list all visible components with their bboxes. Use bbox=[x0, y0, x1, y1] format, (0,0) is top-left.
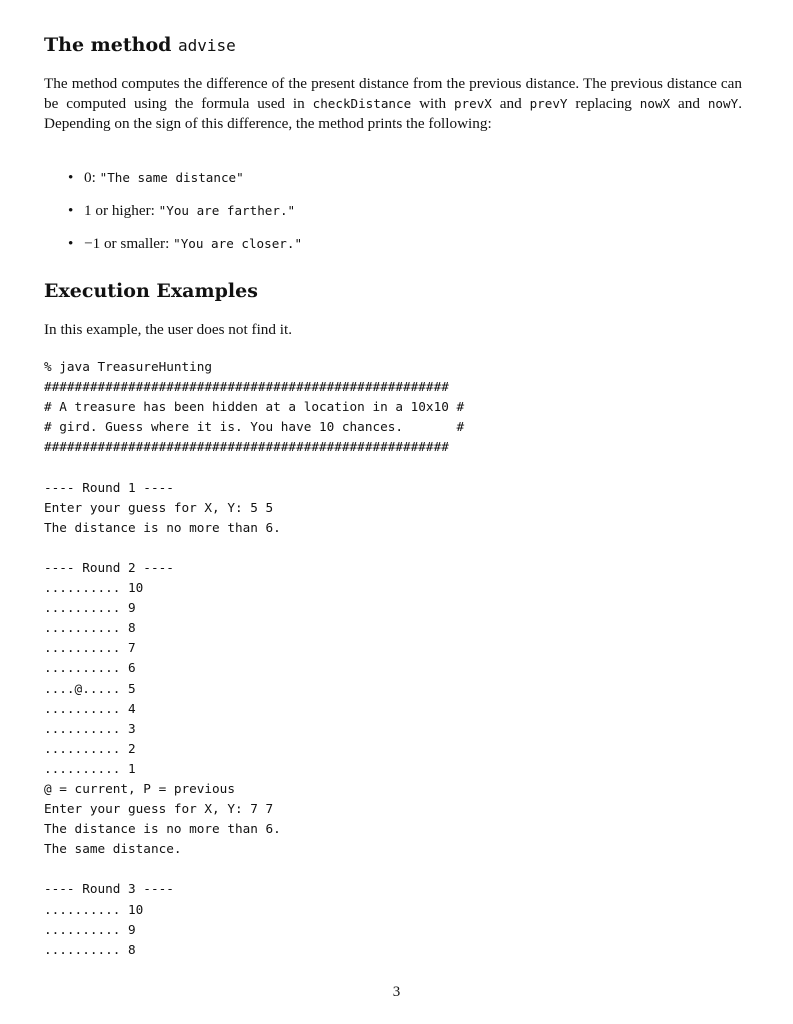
terminal-line: ---- Round 3 ---- bbox=[44, 881, 174, 897]
inline-code: nowY bbox=[707, 96, 739, 112]
bullet-message: "The same distance" bbox=[99, 170, 244, 185]
advise-output-list bbox=[68, 168, 302, 267]
bullet-message: "You are closer." bbox=[173, 236, 303, 251]
section-title-examples: Execution Examples bbox=[44, 280, 258, 302]
terminal-line: ##################################################### bbox=[44, 379, 449, 395]
terminal-line: .......... 2 bbox=[44, 740, 136, 756]
terminal-line: @ = current, P = previous bbox=[44, 780, 235, 796]
inline-code: nowX bbox=[639, 96, 671, 112]
terminal-line: .......... 9 bbox=[44, 921, 136, 937]
terminal-line: .......... 8 bbox=[44, 620, 136, 636]
terminal-line: .......... 7 bbox=[44, 640, 136, 656]
terminal-line: .......... 9 bbox=[44, 600, 136, 616]
terminal-line: .......... 1 bbox=[44, 760, 136, 776]
bullet-dot-icon: • bbox=[68, 235, 74, 252]
examples-intro: In this example, the user does not find it. bbox=[44, 321, 293, 338]
terminal-line: # gird. Guess where it is. You have 10 chances. # bbox=[44, 419, 465, 435]
terminal-line: ##################################################### bbox=[44, 439, 449, 455]
terminal-line: # A treasure has been hidden at a location in a 10x10 # bbox=[44, 399, 465, 415]
page-number: 3 bbox=[392, 984, 401, 1000]
terminal-line: % java TreasureHunting bbox=[44, 359, 213, 374]
terminal-line: .......... 4 bbox=[44, 700, 136, 716]
terminal-line: The same distance. bbox=[44, 841, 182, 857]
terminal-line: ---- Round 1 ---- bbox=[44, 479, 174, 495]
bullet-condition: 0: bbox=[84, 169, 100, 186]
terminal-line: Enter your guess for X, Y: 7 7 bbox=[44, 801, 274, 817]
paragraph-text: and bbox=[491, 95, 530, 113]
bullet-condition: −1 or smaller: bbox=[84, 235, 174, 252]
paragraph-text: and bbox=[670, 95, 708, 113]
terminal-line: ....@..... 5 bbox=[44, 680, 136, 696]
bullet-dot-icon: • bbox=[68, 169, 74, 186]
terminal-line: .......... 3 bbox=[44, 720, 136, 736]
paragraph-text: with bbox=[411, 95, 454, 113]
section-title-advise bbox=[44, 34, 236, 56]
terminal-line: Enter your guess for X, Y: 5 5 bbox=[44, 499, 274, 515]
section-title-code: advise bbox=[178, 36, 236, 55]
terminal-line: ---- Round 2 ---- bbox=[44, 559, 174, 575]
bullet-item bbox=[68, 168, 302, 201]
terminal-output bbox=[44, 357, 464, 960]
terminal-line: The distance is no more than 6. bbox=[44, 519, 281, 535]
bullet-condition: 1 or higher: bbox=[84, 202, 159, 219]
bullet-item bbox=[68, 234, 302, 267]
terminal-line: The distance is no more than 6. bbox=[44, 821, 281, 837]
terminal-line: .......... 10 bbox=[44, 580, 144, 596]
section-title-text: The method bbox=[44, 34, 179, 56]
bullet-item bbox=[68, 201, 302, 234]
inline-code: prevX bbox=[453, 96, 492, 112]
bullet-dot-icon: • bbox=[68, 202, 74, 219]
paragraph-text: . Depending on the sign of this difference, the method prints the following: bbox=[44, 95, 742, 133]
terminal-line: .......... 8 bbox=[44, 941, 136, 957]
inline-code: checkDistance bbox=[312, 96, 412, 112]
terminal-line: .......... 10 bbox=[44, 901, 144, 917]
advise-description bbox=[44, 74, 742, 135]
paragraph-text: The method computes the difference of the present distance from the previous distance. The previous distance can be computed using the formula used in bbox=[44, 75, 742, 113]
terminal-line: .......... 6 bbox=[44, 660, 136, 676]
paragraph-text: replacing bbox=[567, 95, 640, 113]
inline-code: prevY bbox=[529, 96, 568, 112]
bullet-message: "You are farther." bbox=[158, 203, 296, 218]
